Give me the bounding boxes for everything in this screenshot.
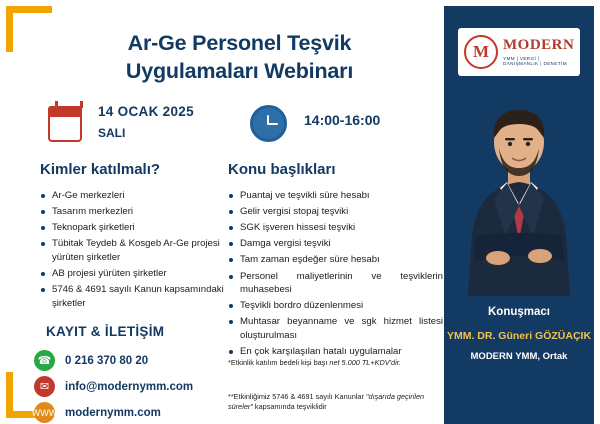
logo-subtitle: YMM | VERGİ | DANIŞMANLIK | DENETİM (503, 56, 567, 66)
globe-icon: WWW (34, 402, 55, 423)
phone-icon: ☎ (34, 350, 55, 371)
event-date-block (98, 104, 194, 140)
clock-icon (250, 105, 287, 142)
speaker-role: MODERN YMM, Ortak (470, 351, 568, 362)
contact-email: info@modernymm.com (65, 380, 194, 393)
audience-list (40, 189, 230, 310)
footnote-fee-emphasis: net 5.000 TL+KDV'dir. (329, 358, 401, 367)
contact-website: modernymm.com (65, 406, 161, 419)
list-item: Tasarım merkezleri (40, 205, 230, 219)
event-day: SALI (98, 126, 126, 140)
contact-email-row[interactable] (34, 376, 193, 397)
list-item: Teşvikli bordro düzenlenmesi (228, 299, 443, 313)
calendar-icon (48, 106, 82, 142)
list-item: Tam zaman eşdeğer süre hesabı (228, 253, 443, 267)
footnote-incentive-emphasis: "dışarıda geçirilen süreler" (228, 392, 425, 412)
audience-heading: Kimler katılmalı? (40, 161, 161, 178)
list-item: Damga vergisi teşviki (228, 237, 443, 251)
envelope-icon: ✉ (34, 376, 55, 397)
footnote-fee (228, 358, 440, 368)
company-logo (458, 28, 580, 76)
audience-section (40, 161, 230, 313)
footnote-incentive (228, 392, 440, 412)
list-item: SGK işveren hissesi teşviki (228, 221, 443, 235)
contact-heading: KAYIT & İLETİŞİM (46, 324, 165, 339)
list-item: En çok karşılaşılan hatalı uygulamalar (228, 345, 443, 359)
contact-web-row[interactable] (31, 402, 161, 423)
title-line-2: Uygulamaları Webinarı (125, 58, 354, 83)
page-title (42, 30, 437, 85)
list-item: Gelir vergisi stopaj teşviki (228, 205, 443, 219)
speaker-panel (444, 6, 594, 424)
list-item: AB projesi yürüten şirketler (40, 267, 230, 281)
logo-emblem-icon: M (464, 35, 498, 69)
topics-list (228, 189, 443, 359)
list-item: Ar-Ge merkezleri (40, 189, 230, 203)
speaker-label: Konuşmacı (488, 306, 550, 318)
topics-section (228, 161, 443, 361)
list-item: 5746 & 4691 sayılı Kanun kapsamındaki şirketler (40, 283, 230, 310)
speaker-name: YMM. DR. Güneri GÖZÜAÇIK (446, 330, 592, 342)
footnote-incentive-suffix: kapsamında teşviklidir (252, 402, 327, 412)
event-details-strip (42, 102, 442, 150)
logo-name: MODERN (503, 37, 575, 53)
footnote-incentive-text: **Etkinliğimiz 5746 & 4691 sayılı Kanunlar (228, 392, 366, 401)
topics-heading: Konu başlıkları (228, 161, 336, 178)
list-item: Tübitak Teydeb & Kosgeb Ar-Ge projesi yürüten şirketler (40, 237, 230, 264)
speaker-info (444, 306, 594, 362)
list-item: Muhtasar beyanname ve sgk hizmet listesi oluşturulması (228, 315, 443, 342)
contact-phone-row[interactable] (34, 350, 148, 371)
event-date: 14 OCAK 2025 (98, 104, 194, 119)
title-line-1: Ar-Ge Personel Teşvik (127, 31, 352, 55)
footnote-fee-text: *Etkinlik katılım bedeli kişi başı (228, 358, 330, 367)
contact-phone: 0 216 370 80 20 (65, 354, 149, 367)
list-item: Teknopark şirketleri (40, 221, 230, 235)
event-time: 14:00-16:00 (304, 112, 381, 128)
list-item: Puantaj ve teşvikli süre hesabı (228, 189, 443, 203)
speaker-photo (452, 86, 586, 296)
list-item: Personel maliyetlerinin ve teşviklerin muhasebesi (228, 270, 443, 297)
